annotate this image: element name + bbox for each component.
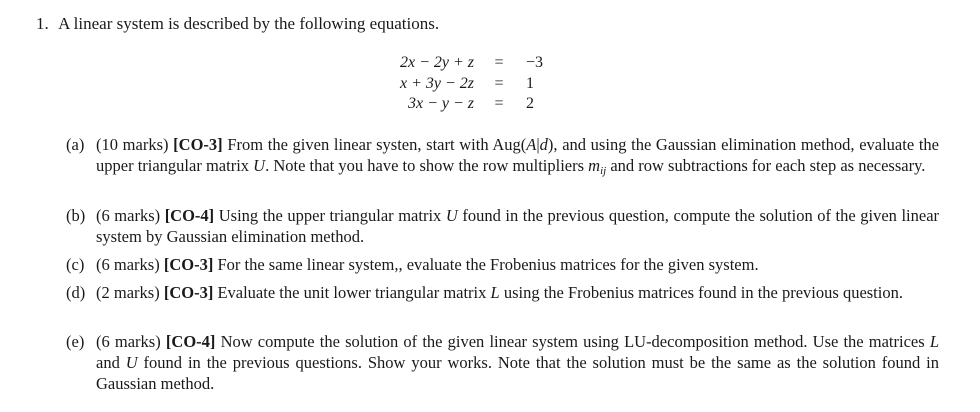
equation-rhs: −3: [526, 54, 544, 71]
marks: (10 marks): [96, 135, 169, 154]
part-b: [66, 205, 939, 247]
equation-row: [400, 53, 543, 74]
part-text: [96, 254, 939, 275]
marks: (6 marks): [96, 332, 161, 351]
matrix-symbol: U: [253, 156, 266, 175]
course-outcome: [CO-3]: [163, 283, 214, 302]
matrix-symbol: L: [929, 332, 940, 351]
matrix-symbol: A: [526, 135, 537, 154]
part-label: (d): [66, 283, 86, 302]
text-run: . Note that you have to show the row multipliers: [265, 156, 589, 175]
vector-symbol: d: [539, 135, 548, 154]
marks: (6 marks): [96, 206, 161, 225]
equals-sign: =: [494, 74, 504, 92]
part-label: (e): [66, 332, 85, 351]
multiplier-symbol: m: [588, 156, 601, 175]
course-outcome: [CO-4]: [165, 332, 216, 351]
marks: (2 marks): [96, 283, 160, 302]
equation-row: [400, 74, 543, 95]
part-label: (c): [66, 255, 85, 274]
part-a: [66, 134, 939, 182]
text-run: and row subtractions for each step as necessary.: [606, 156, 926, 175]
part-d: [66, 282, 939, 303]
part-label: (b): [66, 206, 86, 225]
part-text: [96, 134, 939, 182]
part-c: [66, 254, 939, 275]
equation-system: [400, 53, 543, 115]
equation-rhs: 1: [526, 74, 535, 92]
equation-lhs: 2x − 2y + z: [400, 54, 475, 71]
equation-row: [400, 94, 543, 115]
text-run: Evaluate the unit lower triangular matrix: [217, 283, 491, 302]
part-label: (a): [66, 135, 85, 154]
text-run: found in the previous question, compute the solution of the given linear system by Gaussian elimination method.: [96, 206, 940, 246]
matrix-symbol: U: [125, 353, 138, 372]
course-outcome: [CO-3]: [163, 255, 214, 274]
part-e: [66, 331, 939, 394]
question-intro: A linear system is described by the following equations.: [58, 14, 440, 33]
text-run: using the Frobenius matrices found in the previous question.: [499, 283, 903, 302]
matrix-symbol: U: [445, 206, 458, 225]
equation-lhs: 3x − y − z: [408, 95, 475, 112]
marks: (6 marks): [96, 255, 160, 274]
question-header: [36, 14, 439, 34]
course-outcome: [CO-3]: [173, 135, 223, 154]
text-run: Using the upper triangular matrix: [218, 206, 446, 225]
text-run: and: [96, 353, 126, 372]
part-text: [96, 282, 939, 303]
equation-rhs: 2: [526, 95, 535, 112]
text-run: From the given linear systen, start with Aug(: [227, 135, 527, 154]
text-run: For the same linear system,, evaluate the Frobenius matrices for the given system.: [217, 255, 759, 274]
part-text: [96, 331, 939, 394]
subscript: ij: [600, 165, 607, 177]
equation-lhs: x + 3y − 2z: [400, 74, 475, 92]
separator: |: [536, 135, 540, 154]
equals-sign: =: [494, 95, 504, 112]
course-outcome: [CO-4]: [164, 206, 215, 225]
matrix-symbol: L: [490, 283, 500, 302]
text-run: found in the previous questions. Show your works. Note that the solution must be the same as the solution found in Gaussian method.: [96, 353, 939, 393]
equals-sign: =: [494, 54, 504, 71]
text-run: ), and using the Gaussian elimination method, evaluate the upper triangular matrix: [96, 135, 939, 175]
question-number: 1.: [36, 14, 49, 33]
part-text: [96, 205, 939, 247]
text-run: Now compute the solution of the given linear system using LU-decomposition method. Use the matrices: [220, 332, 930, 351]
